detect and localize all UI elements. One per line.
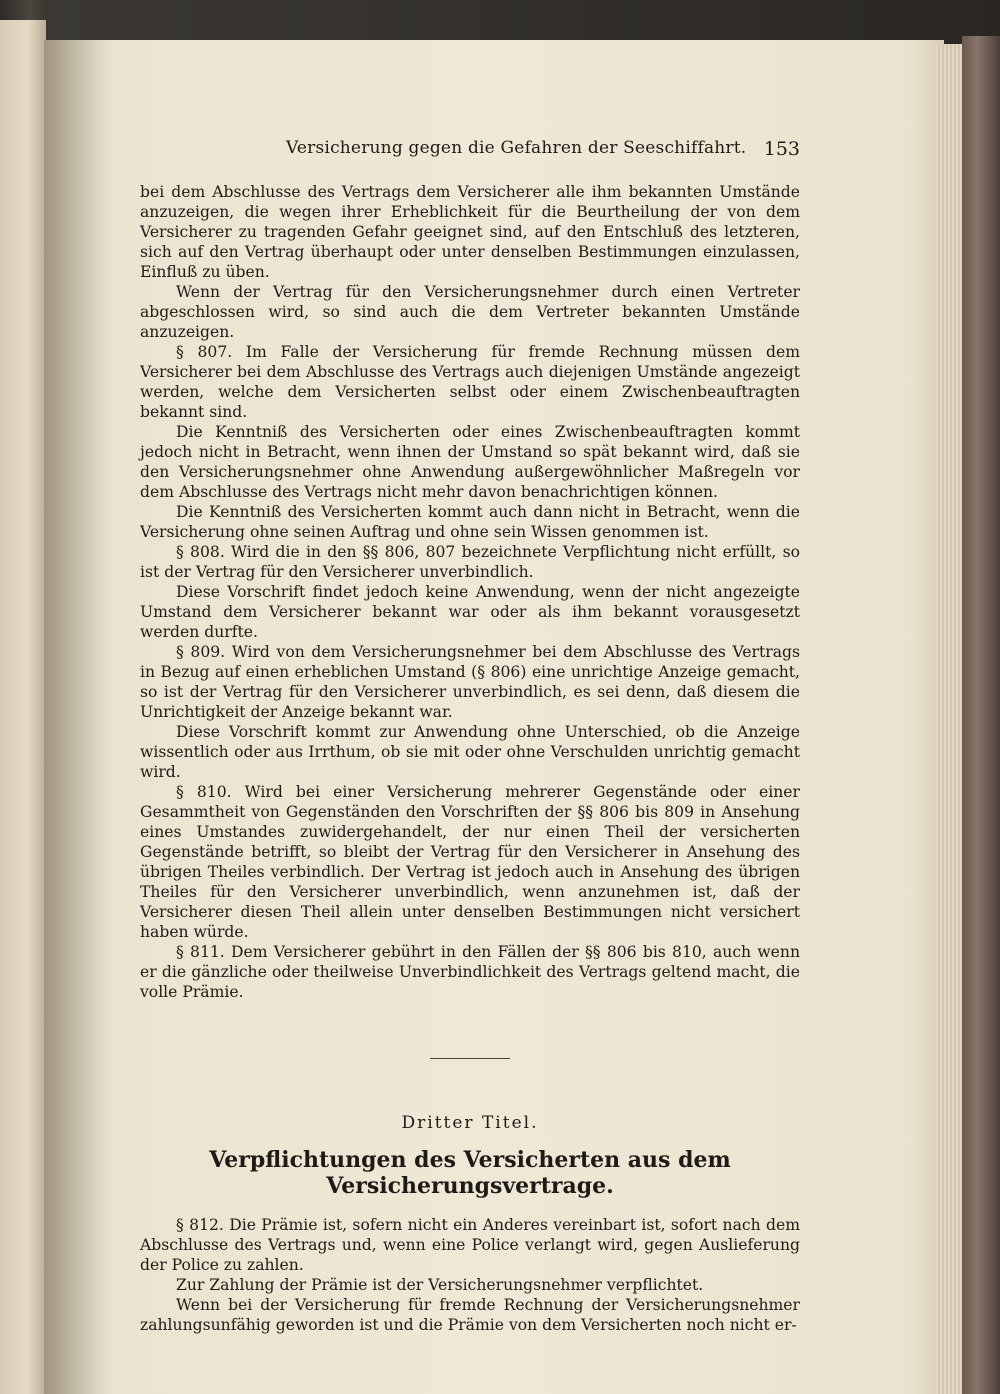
paragraph: § 807. Im Falle der Versicherung für fremde Rechnung müssen dem Versicherer bei dem Abschlusse des Vertrags auch diejenigen Umstände angezeigt werden, welche dem Versicherten selbst oder einem Zwischenbeauftragten bekannt sind. xyxy=(140,343,800,421)
gutter-shadow xyxy=(44,40,114,1394)
paragraph: Die Kenntniß des Versicherten kommt auch dann nicht in Betracht, wenn die Versicherung ohne seinen Auftrag und ohne sein Wissen genommen ist. xyxy=(140,503,800,541)
section-divider xyxy=(430,1058,510,1059)
paragraph: bei dem Abschlusse des Vertrags dem Versicherer alle ihm bekannten Umstände anzuzeigen, die wegen ihrer Erheblichkeit für die Beurtheilung der von dem Versicherer zu tragenden Gefahr geeignet sind, auf den Entschluß des letzteren, sich auf den Vertrag überhaupt oder unter denselben Bestimmungen einzulassen, Einfluß zu üben. xyxy=(140,183,800,281)
paragraph: § 812. Die Prämie ist, sofern nicht ein Anderes vereinbart ist, sofort nach dem Abschlusse des Vertrags und, wenn eine Police verlangt wird, gegen Auslieferung der Police zu zahlen. xyxy=(140,1216,800,1274)
page-number: 153 xyxy=(763,138,800,160)
paragraph: Die Kenntniß des Versicherten oder eines Zwischenbeauftragten kommt jedoch nicht in Betracht, wenn ihnen der Umstand so spät bekannt wird, daß sie den Versicherungsnehmer ohne Anwendung außergewöhnlicher Maßregeln vor dem Abschlusse des Vertrags nicht mehr davon benachrichtigen können. xyxy=(140,423,800,501)
paragraph: Zur Zahlung der Prämie ist der Versicherungsnehmer verpflichtet. xyxy=(176,1276,704,1294)
paragraph: Wenn der Vertrag für den Versicherungsnehmer durch einen Vertreter abgeschlossen wird, so sind auch die dem Vertreter bekannten Umstände anzuzeigen. xyxy=(140,283,800,341)
paragraph: Diese Vorschrift findet jedoch keine Anwendung, wenn der nicht angezeigte Umstand dem Versicherer bekannt war oder als ihm bekannt vorausgesetzt werden durfte. xyxy=(140,583,800,641)
paragraph: § 811. Dem Versicherer gebührt in den Fällen der §§ 806 bis 810, auch wenn er die gänzliche oder theilweise Unverbindlichkeit des Vertrags geltend macht, die volle Prämie. xyxy=(140,943,800,1001)
running-title: Versicherung gegen die Gefahren der Seeschiffahrt. xyxy=(286,138,747,158)
paragraph: § 810. Wird bei einer Versicherung mehrerer Gegenstände oder einer Gesammtheit von Gegenständen den Vorschriften der §§ 806 bis 809 in Ansehung eines Umstandes zuwidergehandelt, der nur einen Theil der versicherten Gegenstände betrifft, so bleibt der Vertrag für den Versicherer in Ansehung des übrigen Theiles verbindlich. Der Vertrag ist jedoch auch in Ansehung des übrigen Theiles für den Versicherer unverbindlich, wenn anzunehmen ist, daß der Versicherer diesen Theil allein unter denselben Bestimmungen nicht versichert haben würde. xyxy=(140,783,800,941)
paragraph: § 809. Wird von dem Versicherungsnehmer bei dem Abschlusse des Vertrags in Bezug auf einen erheblichen Umstand (§ 806) eine unrichtige Anzeige gemacht, so ist der Vertrag für den Versicherer unverbindlich, es sei denn, daß diesem die Unrichtigkeit der Anzeige bekannt war. xyxy=(140,643,800,721)
running-head xyxy=(140,138,800,168)
paragraph: § 808. Wird die in den §§ 806, 807 bezeichnete Verpflichtung nicht erfüllt, so ist der Vertrag für den Versicherer unverbindlich. xyxy=(140,543,800,581)
paragraph: Diese Vorschrift kommt zur Anwendung ohne Unterschied, ob die Anzeige wissentlich oder aus Irrthum, ob sie mit oder ohne Verschulden unrichtig gemacht wird. xyxy=(140,723,800,781)
section-heading: Verpflichtungen des Versicherten aus dem Versicherungsvertrage. xyxy=(209,1147,731,1199)
left-page-edge xyxy=(0,20,46,1394)
paragraph: Wenn bei der Versicherung für fremde Rechnung der Versicherungsnehmer zahlungsunfähig geworden ist und die Prämie von dem Versicherten noch nicht er- xyxy=(140,1296,800,1334)
body-text xyxy=(140,182,800,1002)
page-content xyxy=(140,138,800,1335)
book-cover-edge xyxy=(962,36,1000,1394)
part-title: Dritter Titel. xyxy=(401,1113,539,1133)
body-text-continued xyxy=(140,1215,800,1335)
